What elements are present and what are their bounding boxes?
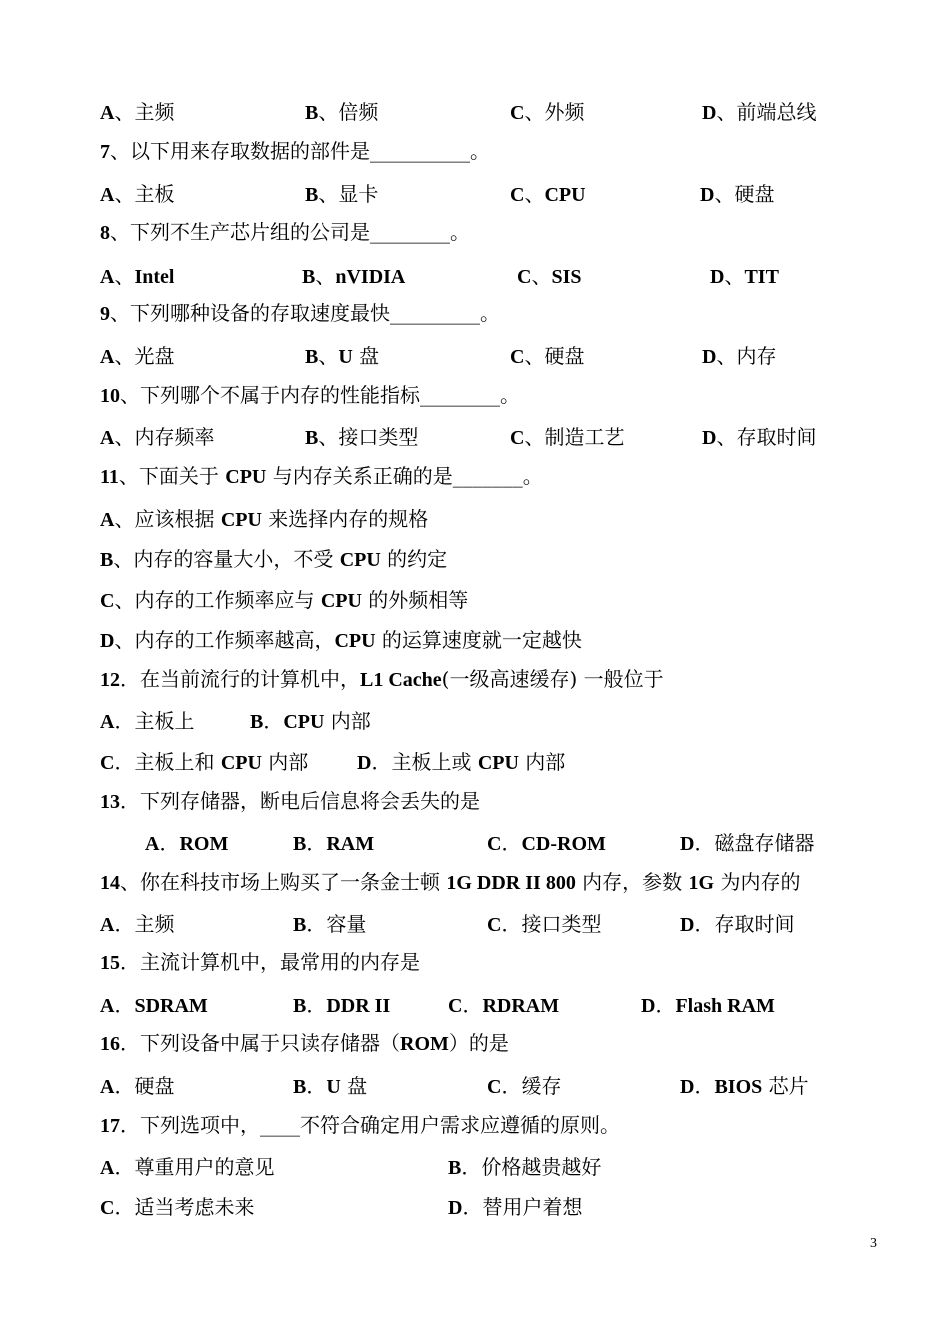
option-d: D．主板上或 CPU 内部	[357, 750, 566, 774]
option-letter: A	[100, 346, 115, 368]
option-letter: B	[448, 1157, 462, 1179]
question-7: 7、以下用来存取数据的部件是__________。	[100, 139, 490, 163]
option-a: A、光盘	[100, 344, 175, 368]
option-letter: D	[100, 630, 115, 652]
option-b: B、内存的容量大小，不受 CPU 的约定	[100, 547, 448, 571]
option-c: C、外频	[510, 100, 585, 124]
question-12: 12．在当前流行的计算机中，L1 Cache(一级高速缓存) 一般位于	[100, 667, 664, 691]
question-number: 11	[100, 466, 119, 488]
option-c: C、内存的工作频率应与 CPU 的外频相等	[100, 588, 469, 612]
option-a: A．主频	[100, 912, 175, 936]
question-number: 10	[100, 385, 120, 407]
option-letter: B	[305, 184, 319, 206]
question-number: 15	[100, 952, 120, 974]
question-number: 13	[100, 791, 120, 813]
option-letter: D	[680, 914, 695, 936]
question-14: 14、你在科技市场上购买了一条金士顿 1G DDR II 800 内存，参数 1G 为内存的	[100, 870, 801, 894]
option-letter: D	[702, 346, 717, 368]
option-letter: C	[100, 1197, 115, 1219]
option-b: B．U 盘	[293, 1074, 368, 1098]
option-b: B、nVIDIA	[302, 264, 406, 288]
option-c: C．接口类型	[487, 912, 602, 936]
option-a: A．SDRAM	[100, 993, 208, 1017]
option-d: D、存取时间	[702, 425, 817, 449]
option-letter: D	[700, 184, 715, 206]
option-letter: A	[100, 914, 115, 936]
option-b: B．价格越贵越好	[448, 1155, 602, 1179]
question-17: 17．下列选项中，____不符合确定用户需求应遵循的原则。	[100, 1113, 620, 1137]
question-8: 8、下列不生产芯片组的公司是________。	[100, 220, 470, 244]
question-number: 14	[100, 872, 120, 894]
option-letter: C	[510, 102, 525, 124]
option-d: D、内存	[702, 344, 777, 368]
option-letter: C	[487, 1076, 502, 1098]
question-13: 13．下列存储器，断电后信息将会丢失的是	[100, 789, 480, 813]
option-letter: A	[145, 833, 160, 855]
option-letter: D	[448, 1197, 463, 1219]
option-c: C．缓存	[487, 1074, 562, 1098]
option-a: A．硬盘	[100, 1074, 175, 1098]
option-b: B、U 盘	[305, 344, 380, 368]
question-number: 7	[100, 141, 110, 163]
option-letter: D	[702, 102, 717, 124]
option-b: B、接口类型	[305, 425, 419, 449]
option-letter: D	[641, 995, 656, 1017]
option-b: B．容量	[293, 912, 367, 936]
option-d: D．磁盘存储器	[680, 831, 815, 855]
option-c: C、CPU	[510, 182, 586, 206]
option-letter: D	[680, 833, 695, 855]
option-b: B、倍频	[305, 100, 379, 124]
option-a: A、内存频率	[100, 425, 215, 449]
option-c: C．RDRAM	[448, 993, 560, 1017]
option-d: D．Flash RAM	[641, 993, 775, 1017]
option-letter: D	[702, 427, 717, 449]
option-a: A、主板	[100, 182, 175, 206]
option-letter: C	[510, 346, 525, 368]
option-a: A、应该根据 CPU 来选择内存的规格	[100, 507, 429, 531]
option-d: D、TIT	[710, 264, 779, 288]
option-letter: A	[100, 711, 115, 733]
option-letter: C	[487, 914, 502, 936]
option-letter: A	[100, 184, 115, 206]
option-b: B、显卡	[305, 182, 379, 206]
option-letter: B	[305, 346, 319, 368]
option-d: D．BIOS 芯片	[680, 1074, 809, 1098]
option-c: C、制造工艺	[510, 425, 625, 449]
option-b: B．RAM	[293, 831, 375, 855]
question-15: 15．主流计算机中，最常用的内存是	[100, 950, 420, 974]
option-d: D．存取时间	[680, 912, 795, 936]
option-letter: C	[100, 590, 115, 612]
option-a: A、Intel	[100, 264, 175, 288]
option-letter: D	[357, 752, 372, 774]
question-number: 17	[100, 1115, 120, 1137]
option-letter: A	[100, 1157, 115, 1179]
option-letter: C	[510, 184, 525, 206]
option-letter: A	[100, 509, 115, 531]
option-letter: B	[293, 1076, 307, 1098]
option-letter: C	[100, 752, 115, 774]
option-a: A、主频	[100, 100, 175, 124]
option-a: A．尊重用户的意见	[100, 1155, 275, 1179]
page-number: 3	[870, 1236, 877, 1251]
option-letter: A	[100, 102, 115, 124]
option-letter: A	[100, 427, 115, 449]
option-a: A．主板上	[100, 709, 195, 733]
option-d: D、前端总线	[702, 100, 817, 124]
question-number: 12	[100, 669, 120, 691]
option-letter: D	[710, 266, 725, 288]
option-letter: B	[293, 914, 307, 936]
option-letter: D	[680, 1076, 695, 1098]
option-c: C．适当考虑未来	[100, 1195, 255, 1219]
option-letter: B	[305, 102, 319, 124]
question-number: 8	[100, 222, 110, 244]
option-letter: C	[517, 266, 532, 288]
option-d: D、内存的工作频率越高，CPU 的运算速度就一定越快	[100, 628, 582, 652]
option-letter: B	[293, 995, 307, 1017]
question-11: 11、下面关于 CPU 与内存关系正确的是_______。	[100, 464, 543, 488]
option-letter: A	[100, 995, 115, 1017]
option-c: C、SIS	[517, 264, 582, 288]
option-letter: B	[100, 549, 114, 571]
option-b: B．DDR II	[293, 993, 391, 1017]
option-c: C．CD-ROM	[487, 831, 606, 855]
option-d: D、硬盘	[700, 182, 775, 206]
question-16: 16．下列设备中属于只读存储器（ROM）的是	[100, 1031, 509, 1055]
option-d: D．替用户着想	[448, 1195, 583, 1219]
option-c: C．主板上和 CPU 内部	[100, 750, 309, 774]
option-letter: B	[305, 427, 319, 449]
option-letter: B	[302, 266, 316, 288]
option-letter: B	[250, 711, 264, 733]
option-c: C、硬盘	[510, 344, 585, 368]
question-number: 16	[100, 1033, 120, 1055]
question-10: 10、下列哪个不属于内存的性能指标________。	[100, 383, 520, 407]
option-letter: C	[487, 833, 502, 855]
option-b: B．CPU 内部	[250, 709, 371, 733]
option-letter: C	[510, 427, 525, 449]
option-a: A．ROM	[145, 831, 229, 855]
option-letter: C	[448, 995, 463, 1017]
question-number: 9	[100, 303, 110, 325]
question-9: 9、下列哪种设备的存取速度最快_________。	[100, 301, 500, 325]
option-letter: A	[100, 1076, 115, 1098]
option-letter: B	[293, 833, 307, 855]
option-letter: A	[100, 266, 115, 288]
